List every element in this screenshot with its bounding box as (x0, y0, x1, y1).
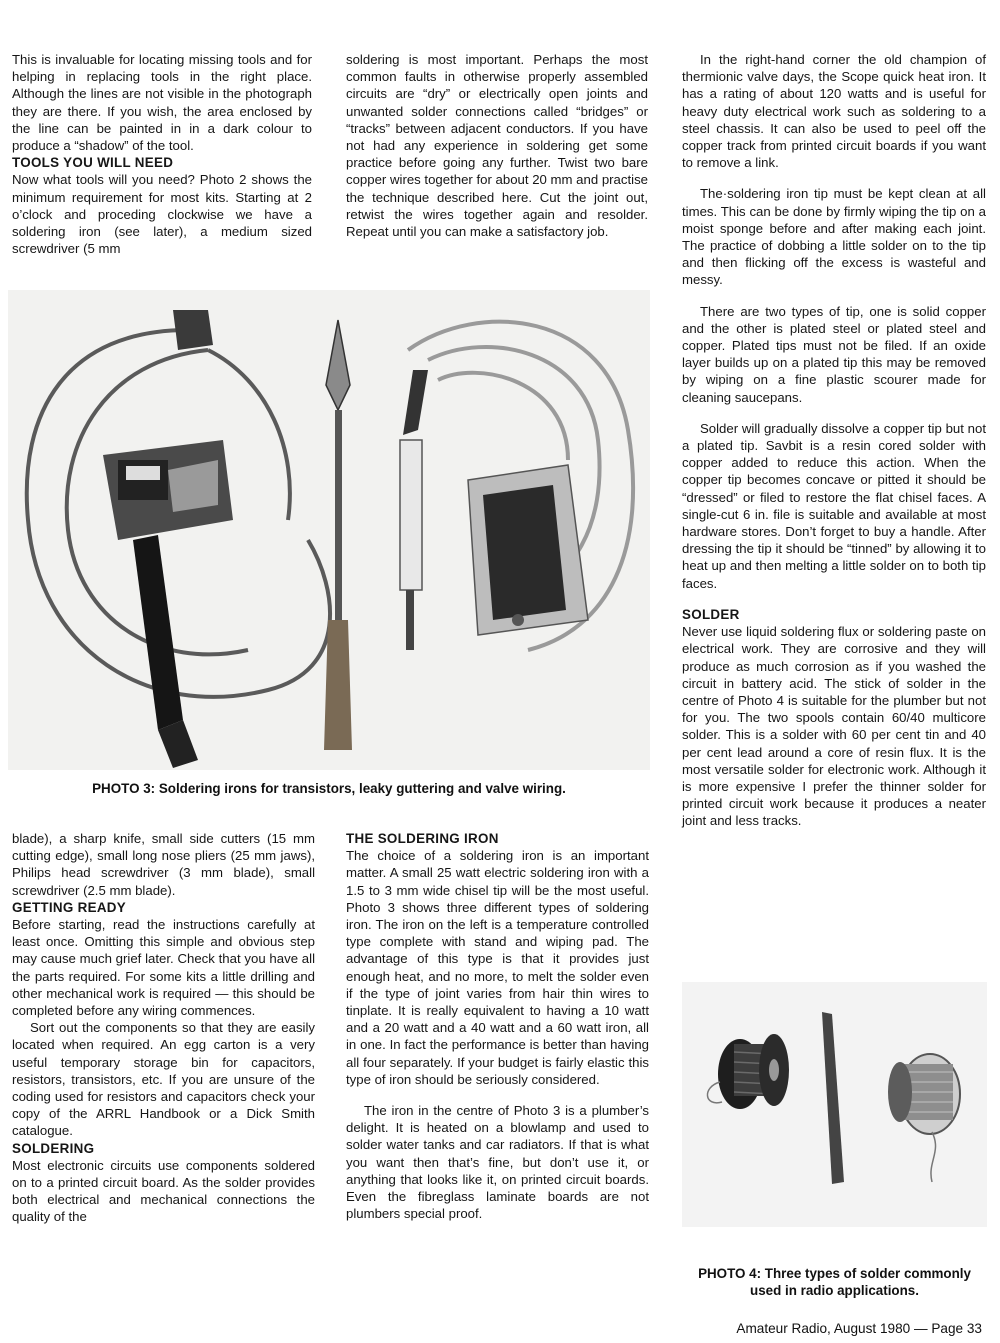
paragraph: The·soldering iron tip must be kept clean at all times. This can be done by firmly wiping the tip on a moist sponge before and after making each joint. The practice of dobbing a little solder on to the tip and then flicking off the excess is wasteful and messy. (682, 186, 986, 288)
paragraph: Before starting, read the instructions carefully at least once. Omitting this simple and obvious step may cause much grief later. Check that you have all the parts required. For some kits a little drilling and other mechanical work is required — this should be completed before any wiring commences. (12, 917, 315, 1019)
paragraph: Now what tools will you need? Photo 2 shows the minimum requirement for most kits. Starting at 2 o’clock and proceding clockwise we have a soldering iron (see later), a medium sized screwdriver (5 mm (12, 172, 312, 257)
paragraph: blade), a sharp knife, small side cutters (15 mm cutting edge), small long nose pliers (25 mm jaws), Philips head screwdriver (3 mm blade), small screwdriver (2.5 mm blade). (12, 831, 315, 898)
column-1-top (12, 51, 312, 257)
section-heading-solder: SOLDER (682, 606, 740, 622)
column-1-bottom (12, 830, 315, 1226)
paragraph: Most electronic circuits use components soldered on to a printed circuit board. As the solder provides both electrical and mechanical connections the quality of the (12, 1157, 315, 1225)
section-heading-tools: TOOLS YOU WILL NEED (12, 155, 174, 171)
paragraph: This is invaluable for locating missing tools and for helping in replacing tools in the right place. Although the lines are not visible in the photograph they are there. If you wish, the area enclosed by the line can be painted in in a dark colour to produce a “shadow” of the tool. (12, 52, 312, 154)
paragraph: The iron in the centre of Photo 3 is a plumber’s delight. It is heated on a blowlamp and used to solder water tanks and car radiators. If that is what you want then that’s fine, but don’t use it, or anything that looks like it, on printed circuit boards. Even the fibreglass laminate boards are not plumbers special proof. (346, 1103, 649, 1222)
photo-3-caption: PHOTO 3: Soldering irons for transistors, leaky guttering and valve wiring. (92, 781, 566, 796)
paragraph: In the right-hand corner the old champion of thermionic valve days, the Scope quick heat iron. It has a rating of about 120 watts and is useful for heavy duty electrical work such as soldering to a steel chassis. It can also be used to peel off the copper track from printed circuit boards if you want to remove a link. (682, 52, 986, 171)
paragraph: There are two types of tip, one is solid copper and the other is plated steel or plated steel and copper. Plated tips must not be filed. If an oxide layer builds up on a plated tip this may be removed by wiping on a fine plastic scourer made for cleaning saucepans. (682, 303, 986, 405)
plug-shape (173, 310, 213, 350)
photo-4-caption: PHOTO 4: Three types of solder commonly used in radio applications. (698, 1266, 971, 1298)
photo-3-soldering-irons (8, 290, 650, 770)
paragraph: soldering is most important. Perhaps the most common faults in otherwise properly assembled circuits are “dry” or electrically open joints and unwanted solder connections called “bridges” or “tracks” between adjacent conductors. If you have not had any experience in soldering get some practice before going any further. Twist two bare copper wires together for about 20 mm and practise the technique described here. Cut the joint out, retwist the wires together again and resolder. Repeat until you can make a satisfactory job. (346, 52, 649, 240)
column-3 (682, 51, 986, 830)
page-footer: Amateur Radio, August 1980 — Page 33 (736, 1321, 982, 1336)
paragraph: Sort out the components so that they are easily located when required. An egg carton is a very useful temporary storage bin for capacitors, resistors, transistors, etc. If you are unsure of the coding used for resistors and capacitors check your copy of the ARRL Handbook or a Dick Smith catalogue. (12, 1020, 315, 1139)
paragraph: The choice of a soldering iron is an important matter. A small 25 watt electric soldering iron with a 1.5 to 3 mm wide chisel tip will be the most useful. Photo 3 shows three different types of soldering iron. The iron on the left is a temperature controlled type complete with stand and wiping pad. The advantage of this type is that it provides just enough heat, and no more, to melt the solder even if the type of joint varies from hair thin wires to tinplate. It is really equivalent to having a 10 watt and a 20 watt and a 40 watt and a 60 watt iron, all in one. In fact the performance is better than having all four separately. If your budget is fairly elastic this type of iron should be seriously considered. (346, 848, 649, 1087)
paragraph: Solder will gradually dissolve a copper tip but not a plated tip. Savbit is a resin cored solder with copper added to reduce this action. When the copper tip becomes concave or pitted it should be “dressed” or filed to restore the flat chisel faces. A single-cut 6 in. file is suitable and available at most hardware stores. Don’t forget to buy a handle. After dressing the tip it should be “tinned” by allowing it to heat up and then melting a little solder on to both tip faces. (682, 420, 986, 591)
column-2-top (346, 51, 648, 240)
column-2-bottom (346, 830, 649, 1222)
section-heading-soldering: SOLDERING (12, 1140, 95, 1156)
photo-4-solder-types (682, 982, 987, 1227)
section-heading-soldering-iron: THE SOLDERING IRON (346, 831, 499, 846)
paragraph: Never use liquid soldering flux or soldering paste on electrical work. They are corrosive and they will produce as much corrosion as if you washed the circuit in battery acid. The stick of solder in the centre of Photo 4 is suitable for the plumber but not for you. The two spools contain 60/40 multicore solder. This is a solder with 60 per cent tin and 40 per cent lead around a core of resin flux. It is the most versatile solder for electronic work. Although it is more expensive I prefer the thinner solder for printed circuit work because it produces a neater joint and less tracks. (682, 624, 986, 829)
section-heading-getting-ready: GETTING READY (12, 899, 127, 915)
